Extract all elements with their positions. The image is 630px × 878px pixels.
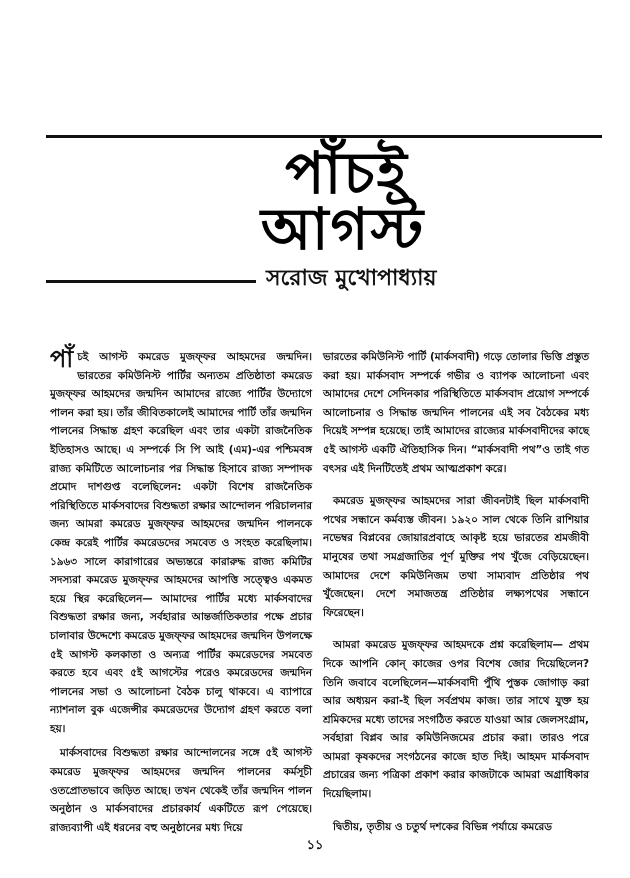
left-paragraph-1 xyxy=(50,345,312,738)
right-paragraph-4: দ্বিতীয়, তৃতীয় ও চতুর্থ দশকের বিভিন্ন পর্যায়ে কমরেড xyxy=(333,820,552,833)
right-paragraph-1: ভারতের কমিউনিস্ট পার্টি (মার্কসবাদী) গড়ে তোলার ভিত্তি প্রস্তুত করা হয়। মার্কসবাদ সম্পর্কে গভীর ও ব্যাপক আলোচনা এবং আমাদের দেশে সেদিনকার পরিস্থিতিতে মার্কসবাদ প্রয়োগ সম্পর্কে আলোচনার ও সিদ্ধান্ত জন্মদিন পালনের এই সব বৈঠকের মধ্য দিয়েই সম্পন্ন হয়েছে। তাই আমাদের রাজ্যের মার্কসবাদীদের কাছে ৫ই আগস্ট একটি ঐতিহাসিক দিন। “মার্কসবাদী পথ”ও তাই গত বৎসর এই দিনটিতেই প্রথম আত্মপ্রকাশ করে। xyxy=(323,351,589,475)
right-paragraph-2: কমরেড মুজফ্‌ফর আহমদের সারা জীবনটাই ছিল মার্কসবাদী পথের সন্ধানে কর্মব্যস্ত জীবন। ১৯২০ সাল থেকে তিনি রাশিয়ার নভেম্বর বিপ্লবের জোয়ারপ্রবাহে আকৃষ্ট হয়ে ভারতের শ্রমজীবী মানুষের তথা সমগ্রজাতির পূর্ণ মুক্তির পথ খুঁজে বেড়িয়েছেন। আমাদের দেশে কমিউনিজম তথা সাম্যবাদ প্রতিষ্ঠার পথ খুঁজেছেন। দেশে সমাজতন্ত্র প্রতিষ্ঠার লক্ষ্যপথের সন্ধানে ফিরেছেন। xyxy=(323,495,589,619)
drop-cap: পাঁ xyxy=(50,345,74,373)
title-line-2: আগস্ট xyxy=(260,195,426,263)
page-number: ১১ xyxy=(306,838,324,853)
top-rule xyxy=(46,135,602,138)
left-paragraph-1-text: চই আগস্ট কমরেড মুজফ্‌ফর আহমদের জন্মদিন। ভারতের কমিউনিস্ট পার্টির অন্যতম প্রতিষ্ঠাতা কমরেড মুজফ্‌ফর আহমদের জন্মদিন আমাদের রাজ্যে পার্টির উদ্যোগে পালন করা হয়। তাঁর জীবিতকালেই আমাদের পার্টি তাঁর জন্মদিন পালনের সিদ্ধান্ত গ্রহণ করেছিল এবং তার একটা রাজনৈতিক ইতিহাসও আছে। এ সম্পর্কে সি পি আই (এম)-এর পশ্চিমবঙ্গ রাজ্য কমিটিতে আলোচনার পর সিদ্ধান্ত হিসাবে রাজ্য সম্পাদক প্রমোদ দাশগুপ্ত বলেছিলেন: একটা বিশেষ রাজনৈতিক পরিস্থিতিতে মার্কসবাদের বিশুদ্ধতা রক্ষার আন্দোলন পরিচালনার জন্য আমরা কমরেড মুজফ্‌ফর আহমদের জন্মদিন পালনকে কেন্দ্র করেই পার্টির কমরেডদের সমবেত ও সংহত করেছিলাম। ১৯৬৩ সালে কারাগারের অভ্যন্তরে কারারুদ্ধ রাজ্য কমিটির সদস্যরা কমরেড মুজফ্‌ফর আহমদের আপত্তি সত্ত্বেও একমত হয়ে স্থির করেছিলেন— আমাদের পার্টির মধ্যে মার্কসবাদের বিশুদ্ধতা রক্ষার জন্য, সর্বহারার আন্তর্জাতিকতার পক্ষে প্রচার চালাবার উদ্দেশ্যে কমরেড মুজফ্‌ফর আহমদের জন্মদিন উপলক্ষে ৫ই আগস্ট কলকাতা ও অন্যত্র পার্টির কমরেডদের সমবেত করতে হবে এবং ৫ই আগস্টের পরেও কমরেডদের জন্মদিন পালনের সভা ও আলোচনা বৈঠক চালু থাকবে। এ ব্যাপারে ন্যাশনাল বুক এজেন্সীর কমরেডদের উদ্যোগ গ্রহণ করতে বলা হয়। xyxy=(50,351,312,735)
right-paragraph-3: আমরা কমরেড মুজফ্‌ফর আহমদকে প্রশ্ন করেছিলাম— প্রথম দিকে আপনি কোন্ কাজের ওপর বিশেষ জোর দিয়েছিলেন? তিনি জবাবে বলেছিলেন—মার্কসবাদী পুঁথি পুস্তক জোগাড় করা আর অধ্যয়ন করা-ই ছিল সর্বপ্রথম কাজ। তার সাথে যুক্ত হয় শ্রমিকদের মধ্যে তাদের সংগঠিত করতে যাওয়া আর জেলসংগ্রাম, সর্বহারা বিপ্লব আর কমিউনিজমের প্রচার করা। তারও পরে আমরা কৃষকদের সংগঠনের কাজে হাত দিই। আহমদ মার্কসবাদ প্রচারের জন্য পত্রিকা প্রকাশ করার কাজটাকে আমরা অগ্রাধিকার দিয়েছিলাম। xyxy=(323,639,589,801)
author-block xyxy=(46,264,606,294)
title-line-1: পাঁচই xyxy=(285,139,409,207)
author-rule xyxy=(46,280,256,283)
author-name: সরোজ মুখোপাধ্যায় xyxy=(266,266,437,291)
left-paragraph-2: মার্কসবাদের বিশুদ্ধতা রক্ষার আন্দোলনের সঙ্গে ৫ই আগস্ট কমরেড মুজফ্‌ফর আহমদের জন্মদিন পালনের কর্মসূচী ওতপ্রোতভাবে জড়িত আছে। তখন থেকেই তাঁর জন্মদিন পালন অনুষ্ঠান ও মার্কসবাদের প্রচারকার্য একটিতে রূপ পেয়েছে। রাজ্যব্যাপী এই ধরনের বহু অনুষ্ঠানের মধ্য দিয়ে xyxy=(50,747,312,834)
left-column xyxy=(50,345,312,843)
right-column xyxy=(323,348,589,842)
